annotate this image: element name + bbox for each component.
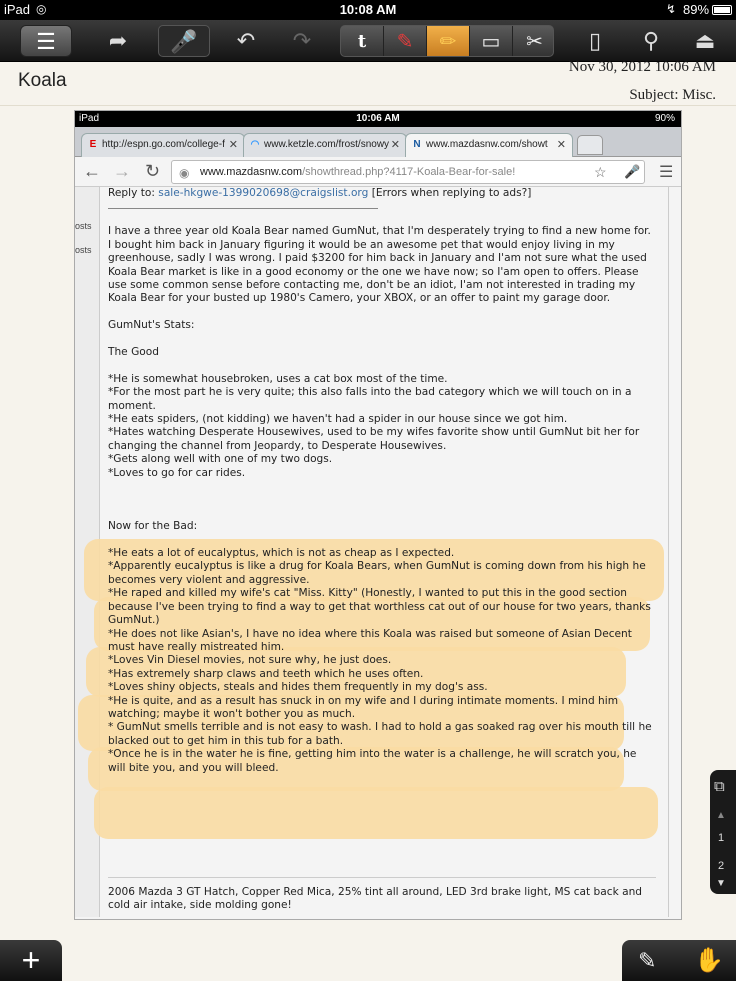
menu-icon: ☰ [659,164,674,181]
reply-line [108,187,656,200]
status-bar [0,0,736,20]
bottom-toolbar [622,940,736,981]
embedded-clock: 10:06 AM [356,113,400,124]
address-bar [171,160,645,184]
embedded-screenshot[interactable] [74,110,682,920]
reply-email-link: sale-hkgwe-1399020698@craigslist.org [158,187,369,199]
post-signature [108,877,656,913]
list-item: *Once he is in the water he is fine, getting him into the water is a challenge, he will scratch you, he will bite you, and you will bleed. [108,748,640,774]
url-path: /showthread.php?4117-Koala-Bear-for-sale! [302,166,516,178]
embedded-battery: 90% [654,113,675,124]
redo-button[interactable] [282,25,322,57]
list-item: *Gets along well with one of my two dogs. [108,453,333,466]
browser-tab-bar [75,127,681,157]
list-item: *Apparently eucalyptus is like a drug for Koala Bears, when GumNut is coming down from his high he becomes very violent and aggressive. [108,560,650,586]
reply-errors: [Errors when replying to ads?] [371,187,532,199]
page-down-icon[interactable]: ▼ [716,878,726,889]
wifi-icon: ◎ [36,2,47,16]
sidebar-label: osts [75,221,92,231]
browser-tab-active [405,133,573,157]
forward-icon: → [113,161,131,181]
app-toolbar [0,20,736,62]
notebooks-button[interactable] [20,25,72,57]
url-host: www.mazdasnw.com [200,166,303,178]
browser-tab [243,133,407,157]
tab-label: http://espn.go.com/college-f [102,139,225,150]
divider [108,208,378,209]
close-icon: ✕ [228,139,238,151]
search-icon: ⚲ [642,28,660,53]
embedded-status-bar [75,111,681,127]
list-item: *He eats a lot of eucalyptus, which is not as cheap as I expected. [108,547,455,560]
scissors-icon: ✂ [526,31,543,53]
pen-tool-icon[interactable]: ✎ [638,948,657,973]
eject-button[interactable] [690,25,720,57]
pen-icon: ✎ [396,31,414,53]
list-item: *Has extremely sharp claws and teeth which he uses often. [108,667,424,680]
eject-icon: ⏏ [694,28,716,53]
eraser-icon: ▭ [481,31,501,53]
microphone-icon: 🎤 [624,164,641,179]
tool-selector [340,25,554,57]
eraser-tool-button[interactable] [470,26,513,57]
forum-post [99,187,669,917]
mazdasnw-favicon-icon: N [413,139,421,150]
list-item: *He does not like Asian's, I have no idea where this Koala was raised but someone of Asian Decent must have really mistreated him. [108,627,636,653]
list-item: *He eats spiders, (not kidding) we haven't had a spider in our house since we got him. [108,413,568,426]
highlighted-section [108,547,656,775]
close-icon: ✕ [556,139,566,151]
plus-icon: + [21,942,41,978]
stats-heading: GumNut's Stats: [108,319,195,332]
battery-icon [712,5,732,15]
page-navigator [710,770,736,894]
list-item: *Loves Vin Diesel movies, not sure why, he just does. [108,654,392,667]
hand-icon[interactable]: ✋ [694,947,724,974]
tab-label: www.mazdasnw.com/showt [426,139,548,150]
ruled-line [0,105,736,106]
text-tool-button[interactable] [341,26,384,57]
back-icon: ← [83,161,101,181]
list-item: *Hates watching Desperate Housewives, used to be my wifes favorite show until GumNut bit her for changing the channel from Jeopardy, to Desperate Housewives. [108,426,643,452]
redo-icon: ↷ [292,28,312,53]
page-icon: ▯ [588,28,602,53]
battery-level [714,7,730,13]
reload-icon: ↻ [145,161,161,181]
notebooks-icon: ☰ [36,29,56,54]
list-item: *Loves shiny objects, steals and hides them frequently in my dog's ass. [108,681,488,694]
note-subject[interactable]: Subject: Misc. [629,87,716,103]
text-tool-icon: t [357,31,367,52]
page-up-icon[interactable]: ▲ [716,810,726,821]
microphone-icon: 🎤 [170,29,198,54]
browser-nav-bar [75,157,681,187]
carrier-label: iPad [4,2,31,17]
search-button[interactable] [636,25,666,57]
list-item: *He is quite, and as a result has snuck in on my wife and I during intimate moments. I mind him watching; maybe it won't bother you as much. [108,694,622,720]
espn-favicon-icon: E [89,139,97,150]
microphone-button[interactable] [158,25,210,57]
note-date: Nov 30, 2012 10:06 AM [568,59,716,75]
highlighter-tool-button[interactable] [427,26,470,57]
battery-percent: 89% [683,2,710,17]
star-icon: ☆ [594,164,607,180]
scissors-tool-button[interactable] [513,26,554,57]
browser-tab [81,133,245,157]
post-intro: I have a three year old Koala Bear named GumNut, that I'm desperately trying to find a new home for. I bought him back in January figuring it would be an awesome pet that would enjoy living in my greenhouse, sadly I was wrong. I paid $3200 for him back in January and I'am not sure what the used Koala Bear market is like in a good economy or the one we have now; so I'am open to offers. Please use some common sense before contacting me, don't be an idiot, I'am not interested in trading my Koala Bear for your busted up 1980's Camero, your XBOX, or an offer to paint my garage door. [108,225,655,305]
undo-icon: ↶ [236,28,256,53]
new-tab-icon [577,135,603,155]
undo-button[interactable] [226,25,266,57]
list-item: *He raped and killed my wife's cat "Miss. Kitty" (Honestly, I wanted to put this in the good section because I've been trying to find a way to get that worthless cat out of our house for two years, thanks GumNut.) [108,587,655,627]
highlight-stroke [94,787,658,839]
add-button[interactable] [0,940,62,981]
bluetooth-icon: ↯ [666,2,677,16]
list-item: *For the most part he is very quite; this also falls into the bad category which we will touch on in a moment. [108,386,635,412]
list-item: *Loves to go for car rides. [108,466,246,479]
embedded-carrier: iPad [79,113,100,124]
highlighter-icon: ✏ [439,31,457,53]
clock: 10:08 AM [339,2,397,17]
tab-label: www.ketzle.com/frost/snowy [264,139,390,150]
page-button[interactable] [580,25,610,57]
page-1-button[interactable]: 1 [718,832,725,844]
list-item: *He is somewhat housebroken, uses a cat box most of the time. [108,372,448,385]
share-button[interactable] [98,25,138,57]
copy-pages-icon[interactable]: ⧉ [714,778,725,795]
globe-icon: ◉ [179,166,190,180]
pen-tool-button[interactable] [384,26,427,57]
list-item: * GumNut smells terrible and is not easy to wash. I had to hold a gas soaked rag over his mouth till he blacked out to get him in this tub for a bath. [108,721,656,747]
note-title[interactable]: Koala [18,70,67,91]
sidebar-label: osts [75,245,92,255]
bad-heading: Now for the Bad: [108,520,198,533]
page-2-button[interactable]: 2 [718,860,725,872]
signature-text: 2006 Mazda 3 GT Hatch, Copper Red Mica, 25% tint all around, LED 3rd brake light, MS cat back and cold air intake, side molding gone! [108,886,646,912]
close-icon: ✕ [390,139,400,151]
good-heading: The Good [108,346,159,359]
post-content [108,187,656,775]
loading-icon: ◠ [250,139,260,150]
reply-label: Reply to: [108,187,155,199]
share-icon: ➦ [108,28,128,53]
